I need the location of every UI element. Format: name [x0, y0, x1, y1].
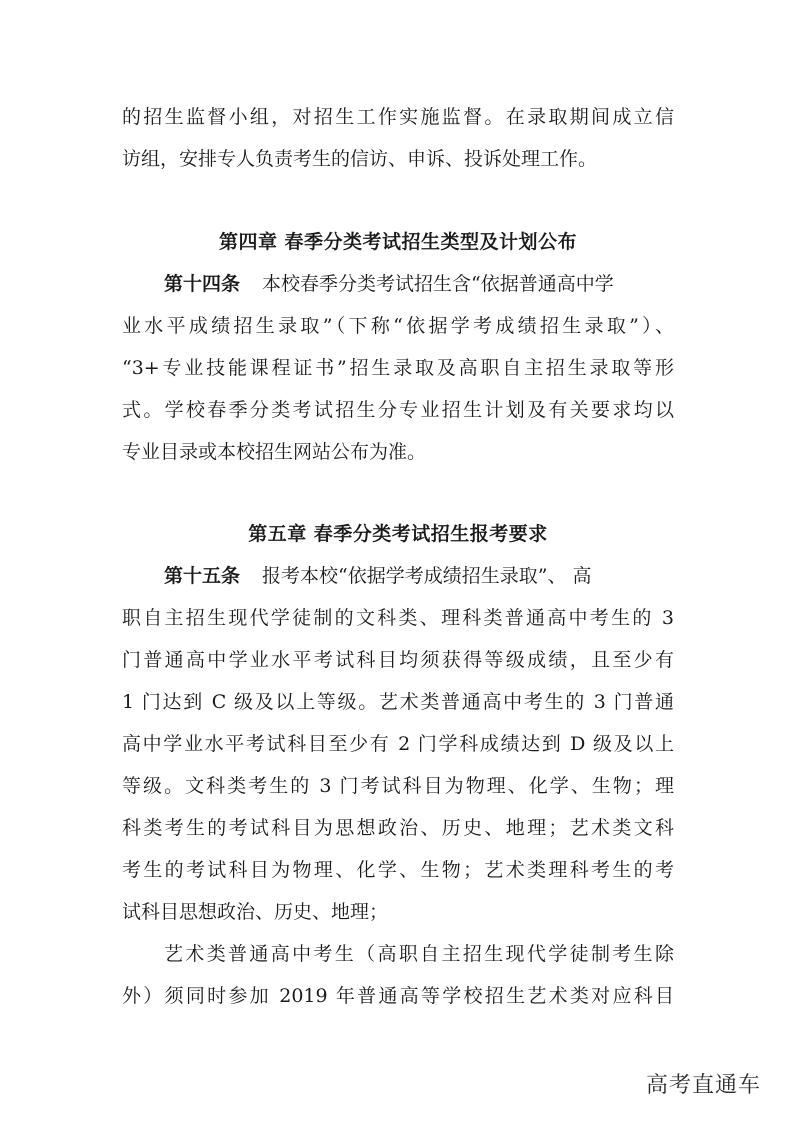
- article-first-line: [122, 264, 674, 304]
- body-line: 科类考生的考试科目为思想政治、历史、地理；艺术类文科: [122, 817, 674, 839]
- watermark-logo: 高考直通车: [646, 1073, 762, 1098]
- body-line: 艺术类普通高中考生（高职自主招生现代学徒制考生除: [164, 943, 674, 965]
- body-line: 门普通高中学业水平考试科目均须获得等级成绩，且至少有: [122, 649, 674, 671]
- body-line: 试科目思想政治、历史、地理；: [122, 901, 389, 923]
- body-line: 专业目录或本校招生网站公布为准。: [122, 441, 427, 463]
- body-line: “3+专业技能课程证书”招生录取及高职自主招生录取等形: [122, 357, 674, 379]
- chapter-heading: 第四章 春季分类考试招生类型及计划公布: [218, 231, 578, 253]
- body-line: 等级。文科类考生的 3 门考试科目为物理、化学、生物；理: [122, 775, 674, 797]
- body-line: 式。学校春季分类考试招生分专业招生计划及有关要求均以: [122, 399, 674, 421]
- article-label: 第十五条: [164, 565, 241, 587]
- body-line: 业水平成绩招生录取”（下称“依据学考成绩招生录取”）、: [122, 315, 674, 337]
- body-line: 考生的考试科目为物理、化学、生物；艺术类理科考生的考: [122, 859, 674, 881]
- body-line: 1 门达到 C 级及以上等级。艺术类普通高中考生的 3 门普通: [122, 691, 674, 713]
- article-label: 第十四条: [164, 273, 241, 295]
- body-line: 职自主招生现代学徒制的文科类、理科类普通高中考生的 3: [122, 607, 674, 629]
- body-line: 高中学业水平考试科目至少有 2 门学科成绩达到 D 级及以上: [122, 733, 674, 755]
- body-line: 外）须同时参加 2019 年普通高等学校招生艺术类对应科目: [122, 985, 674, 1007]
- article-text: 本校春季分类考试招生含“依据普通高中学: [262, 273, 614, 295]
- article-first-line: [122, 556, 674, 596]
- body-line: 访组，安排专人负责考生的信访、申诉、投诉处理工作。: [122, 148, 598, 170]
- body-line: 的招生监督小组，对招生工作实施监督。在录取期间成立信: [122, 106, 674, 128]
- chapter-heading: 第五章 春季分类考试招生报考要求: [248, 523, 548, 545]
- article-text: 报考本校“依据学考成绩招生录取”、 高: [262, 565, 592, 587]
